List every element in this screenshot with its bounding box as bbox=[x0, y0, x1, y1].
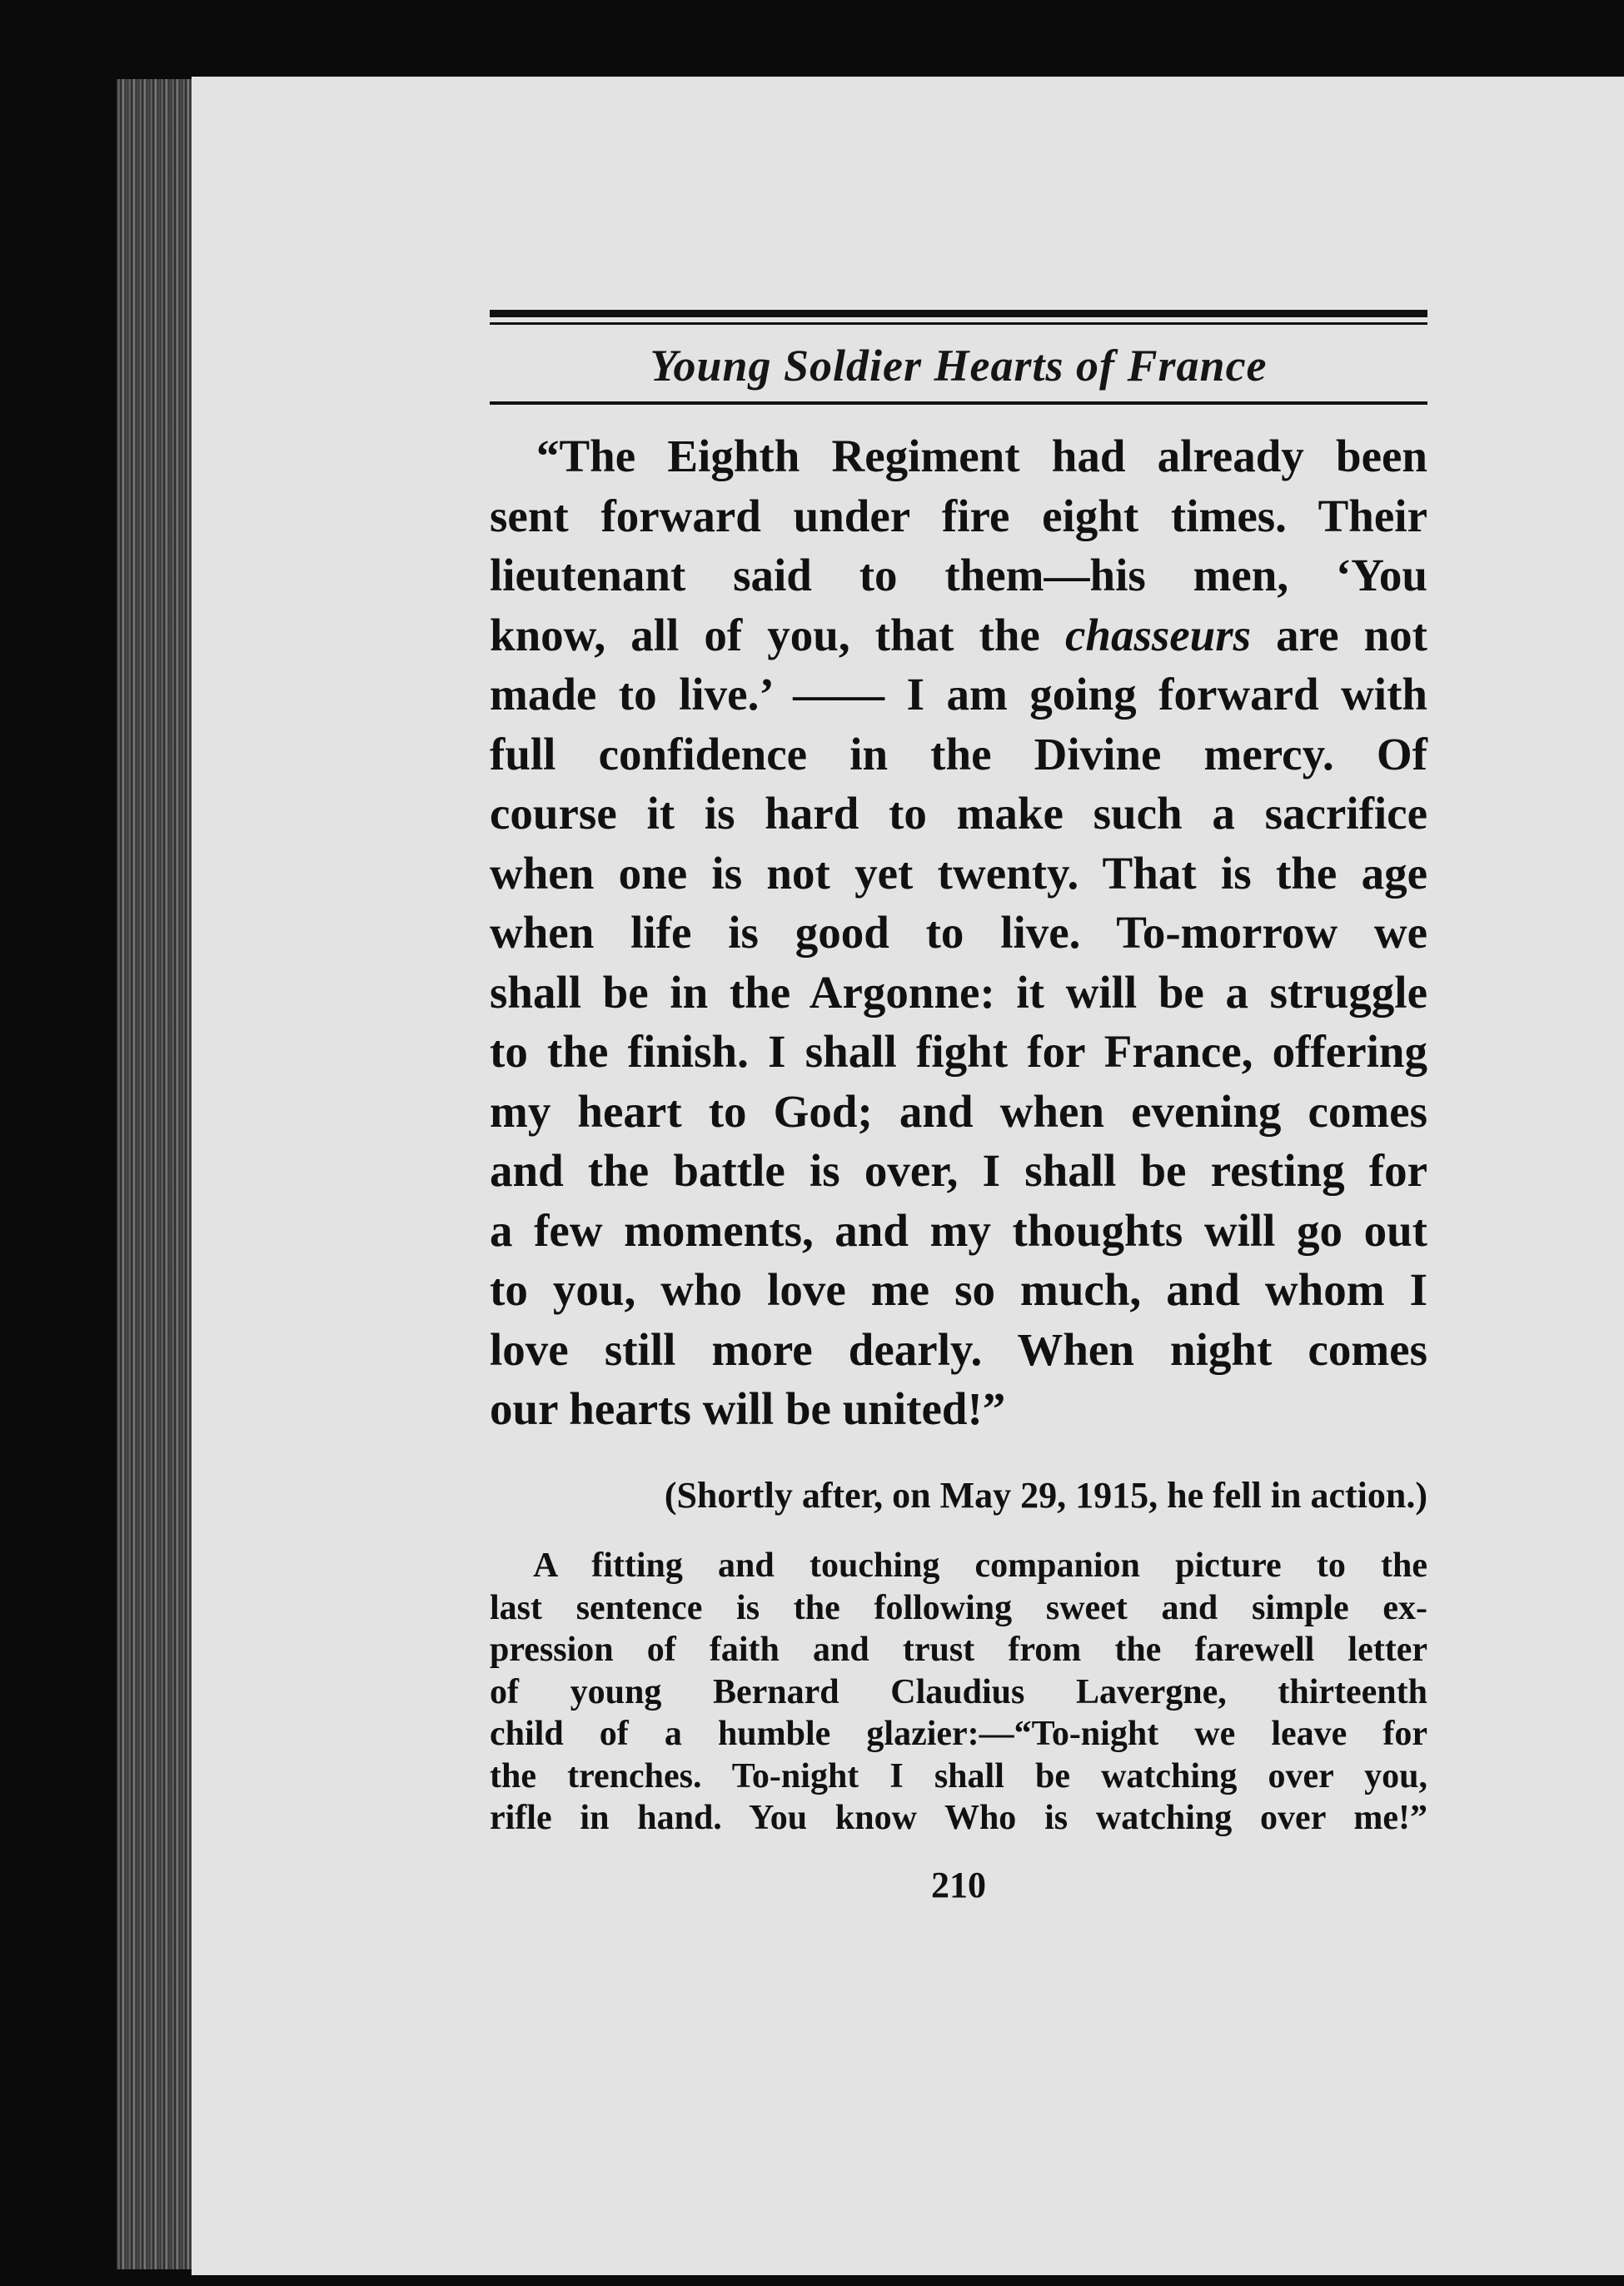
text-line: to the finish. I shall fight for France, offering bbox=[490, 1026, 1427, 1077]
text-line: love still more dearly. When night comes bbox=[490, 1323, 1427, 1375]
text-line: lieutenant said to them—his men, ‘You bbox=[490, 550, 1427, 600]
italic-word: chasseurs bbox=[1064, 609, 1252, 660]
small-text-line: last sentence is the following sweet and simple ex- bbox=[490, 1588, 1427, 1627]
book-page-edge bbox=[117, 79, 198, 2269]
text-line-with-italic bbox=[490, 605, 1427, 665]
small-text-line: A fitting and touching companion picture to the bbox=[533, 1546, 1427, 1585]
main-paragraph bbox=[490, 426, 1427, 1439]
text-line: when life is good to live. To-morrow we bbox=[490, 907, 1427, 958]
text-line: when one is not yet twenty. That is the age bbox=[490, 847, 1427, 899]
text-line: a few moments, and my thoughts will go out bbox=[490, 1204, 1427, 1256]
text-line: “The Eighth Regiment had already been bbox=[536, 431, 1427, 481]
text-line: my heart to God; and when evening comes bbox=[490, 1085, 1427, 1137]
small-text-line: rifle in hand. You know Who is watching over me!” bbox=[490, 1799, 1427, 1837]
text-line: to you, who love me so much, and whom I bbox=[490, 1264, 1427, 1315]
text-line: full confidence in the Divine mercy. Of bbox=[490, 728, 1427, 779]
header-double-rule bbox=[490, 310, 1427, 325]
text-line: shall be in the Argonne: it will be a struggle bbox=[490, 966, 1427, 1018]
text-line: sent forward under fire eight times. Their bbox=[490, 490, 1427, 541]
commentary-paragraph bbox=[490, 1545, 1427, 1840]
header-rule-thin bbox=[490, 322, 1427, 325]
text-line: made to live.’ —— I am going forward with bbox=[490, 669, 1427, 720]
text-line: and the battle is over, I shall be resting for bbox=[490, 1145, 1427, 1196]
header-rule-thick bbox=[490, 310, 1427, 317]
text-line: our hearts will be united!” bbox=[490, 1383, 1006, 1434]
small-text-line: the trenches. To-night I shall be watching over you, bbox=[490, 1756, 1427, 1795]
running-title: Young Soldier Hearts of France bbox=[650, 341, 1268, 391]
title-underline-rule bbox=[490, 401, 1427, 405]
small-text-line: pression of faith and trust from the farewell letter bbox=[490, 1631, 1427, 1669]
page-number: 210 bbox=[931, 1865, 986, 1905]
small-text-line: of young Bernard Claudius Lavergne, thirteenth bbox=[490, 1672, 1427, 1711]
text-line: course it is hard to make such a sacrifice bbox=[490, 788, 1427, 839]
parenthetical-note: (Shortly after, on May 29, 1915, he fell in action.) bbox=[664, 1475, 1427, 1516]
text-fragment: know, all of you, that the bbox=[490, 609, 1065, 660]
small-text-line: child of a humble glazier:—“To-night we leave for bbox=[490, 1715, 1427, 1753]
text-fragment: are not bbox=[1251, 609, 1427, 660]
